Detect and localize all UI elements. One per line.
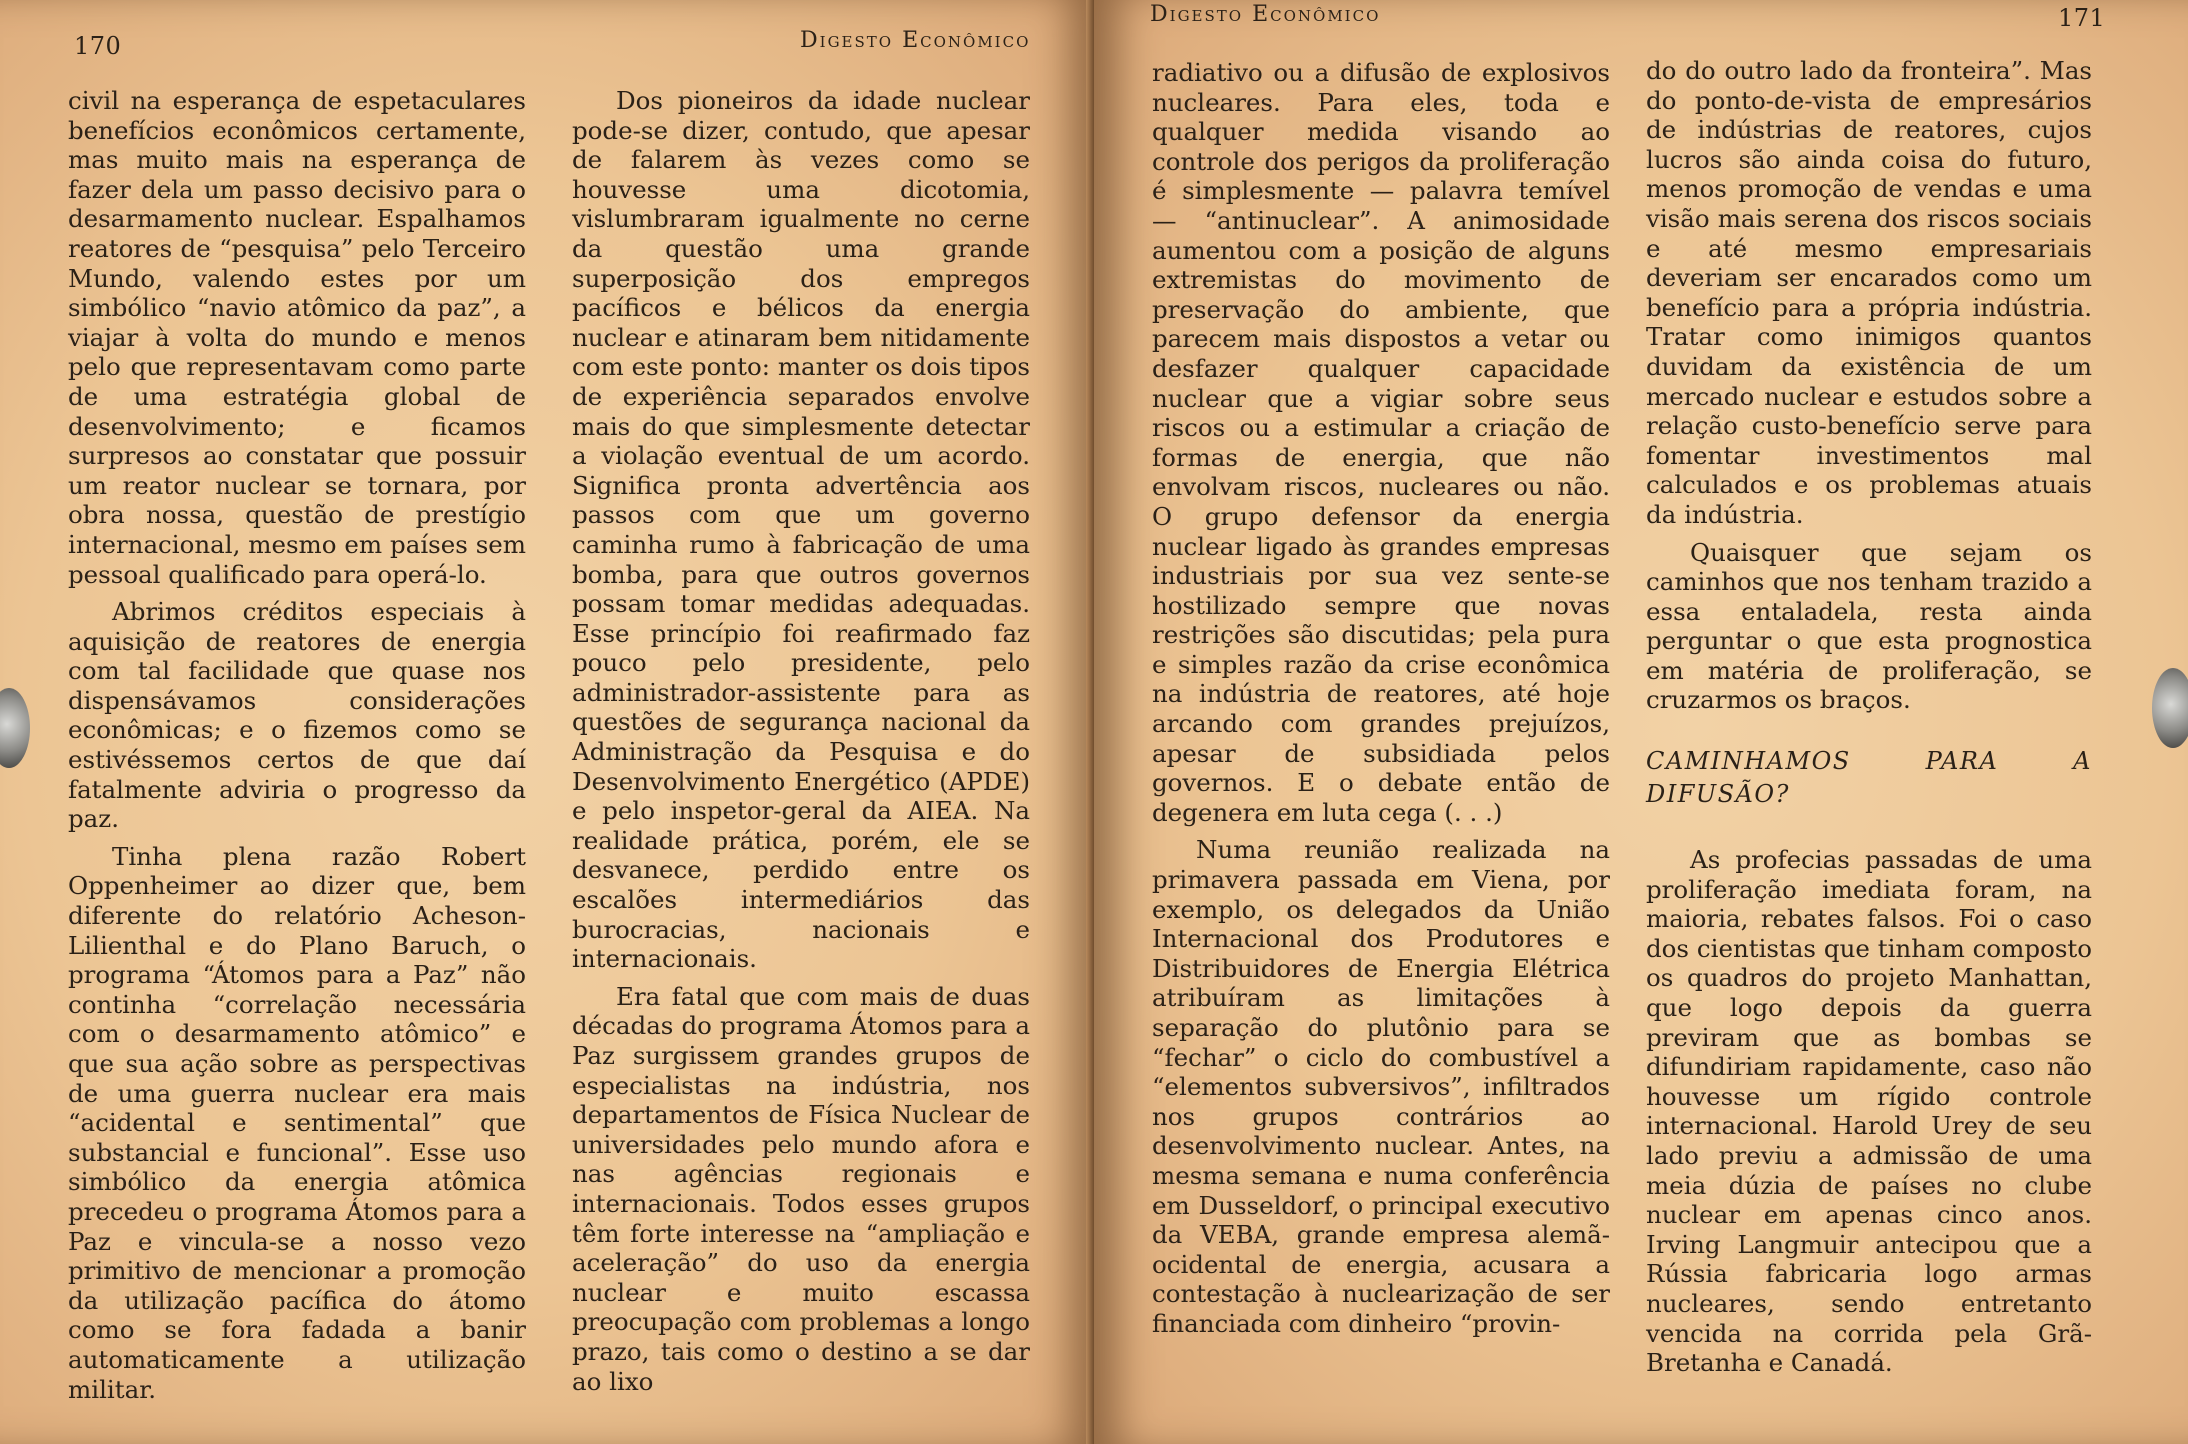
paragraph: Quaisquer que sejam os caminhos que nos tenham trazido a essa entaladela, resta ainda perguntar o que esta prognostica em matéria de proliferação, se cruzarmos os braços. — [1646, 537, 2092, 715]
paragraph: As profecias passadas de uma proliferação imediata foram, na maioria, rebates falsos. Foi o caso dos cientistas que tinham composto os quadros do projeto Manhattan, que logo depois da guerra previram que as bombas se difundiriam rapidamente, caso não houvesse um rígido controle internacional. Harold Urey de seu lado previu a admissão de uma meia dúzia de países no clube nuclear em apenas cinco anos. Irving Langmuir antecipou que a Rússia fabricaria logo armas nucleares, sendo entretanto vencida na corrida pela Grã-Bretanha e Canadá. — [1646, 845, 2092, 1378]
paragraph: Tinha plena razão Robert Oppenheimer ao dizer que, bem diferente do relatório Acheson-Lilienthal e do Plano Baruch, o programa “Átomos para a Paz” não continha “correlação necessária com o desarmamento atômico” e que sua ação sobre as perspectivas de uma guerra nuclear era mais “acidental e sentimental” que substancial e funcional”. Esse uso simbólico da energia atômica precedeu o programa Átomos para a Paz e vincula-se a nosso vezo primitivo de mencionar a promoção da utilização pacífica do átomo como se fora fadada a banir automaticamente a utilização militar. — [68, 841, 526, 1404]
paragraph: Era fatal que com mais de duas décadas do programa Átomos para a Paz surgissem grandes grupos de especialistas na indústria, nos departamentos de Física Nuclear de universidades pelo mundo afora e nas agências regionais e internacionais. Todos esses grupos têm forte interesse na “ampliação e aceleração” do uso da energia nuclear e muito escassa preocupação com problemas a longo prazo, tais como o destino a se dar ao lixo — [572, 981, 1030, 1396]
right-page-column-2 — [1646, 56, 2092, 1386]
paragraph: radiativo ou a difusão de explosivos nucleares. Para eles, toda e qualquer medida visando ao controle dos perigos da proliferação é simplesmente — palavra temível — “antinuclear”. A animosidade aumentou com a posição de alguns extremistas do movimento de preservação do ambiente, que parecem mais dispostos a vetar ou desfazer qualquer capacidade nuclear que a vigiar sobre seus riscos ou a estimular a criação de formas de energia, que não envolvam riscos, nucleares ou não. O grupo defensor da energia nuclear ligado às grandes empresas industriais por sua vez sente-se hostilizado sempre que novas restrições são discutidas; pela pura e simples razão da crise econômica na indústria de reatores, até hoje arcando com grandes prejuízos, apesar de subsidiada pelos governos. E o debate então de degenera em luta cega (. . .) — [1152, 58, 1610, 827]
paragraph: Abrimos créditos especiais à aquisição de reatores de energia com tal facilidade que quase nos dispensávamos considerações econômicas; e o fizemos como se estivéssemos certos de que daí fatalmente adviria o progresso da paz. — [68, 597, 526, 834]
running-head-left: Digesto Econômico — [800, 28, 1031, 53]
paragraph: Numa reunião realizada na primavera passada em Viena, por exemplo, os delegados da União Internacional dos Produtores e Distribuidores de Energia Elétrica atribuíram as limitações à separação do plutônio para se “fechar” o ciclo do combustível a “elementos subversivos”, infiltrados nos grupos contrários ao desenvolvimento nuclear. Antes, na mesma semana e numa conferência em Dusseldorf, o principal executivo da VEBA, grande empresa alemã-ocidental de energia, acusara a contestação à nuclearização de ser financiada com dinheiro “provin- — [1152, 835, 1610, 1338]
paragraph: do do outro lado da fronteira”. Mas do ponto-de-vista de empresários de indústrias de reatores, cujos lucros são ainda coisa do futuro, menos promoção de vendas e uma visão mais serena dos riscos sociais e até mesmo empresariais deveriam ser encarados como um benefício para a própria indústria. Tratar como inimigos quantos duvidam da existência de um mercado nuclear e estudos sobre a relação custo-benefício serve para fomentar investimentos mal calculados e os problemas atuais da indústria. — [1646, 56, 2092, 529]
paragraph: Dos pioneiros da idade nuclear pode-se dizer, contudo, que apesar de falarem às vezes como se houvesse uma dicotomia, vislumbraram igualmente no cerne da questão uma grande superposição dos empregos pacíficos e bélicos da energia nuclear e atinaram bem nitidamente com este ponto: manter os dois tipos de experiência separados envolve mais do que simplesmente detectar a violação eventual de um acordo. Significa pronta advertência aos passos com que um governo caminha rumo à fabricação de uma bomba, para que outros governos possam tomar medidas adequadas. Esse princípio foi reafirmado faz pouco pelo presidente, pelo administrador-assistente para as questões de segurança nacional da Administração da Pesquisa e do Desenvolvimento Energético (APDE) e pelo inspetor-geral da AIEA. Na realidade prática, porém, ele se desvanece, perdido entre os escalões intermediários das burocracias, nacionais e internacionais. — [572, 86, 1030, 974]
section-heading: CAMINHAMOS PARA A DIFUSÃO? — [1646, 747, 2092, 809]
left-page-column-1 — [68, 86, 526, 1412]
right-page — [1094, 0, 2188, 1444]
left-page-column-2 — [572, 86, 1030, 1404]
binder-hole — [2152, 668, 2188, 748]
right-page-column-1 — [1152, 58, 1610, 1347]
page-number-left: 170 — [74, 32, 122, 60]
binder-hole — [0, 688, 30, 768]
running-head-right: Digesto Econômico — [1150, 2, 1381, 27]
page-number-right: 171 — [2058, 4, 2106, 32]
paragraph: civil na esperança de espetaculares benefícios econômicos certamente, mas muito mais na esperança de fazer dela um passo decisivo para o desarmamento nuclear. Espalhamos reatores de “pesquisa” pelo Terceiro Mundo, valendo estes por um simbólico “navio atômico da paz”, a viajar à volta do mundo e menos pelo que representavam como parte de uma estratégia global de desenvolvimento; e ficamos surpresos ao constatar que possuir um reator nuclear se tornara, por obra nossa, questão de prestígio internacional, mesmo em países sem pessoal qualificado para operá-lo. — [68, 86, 526, 589]
